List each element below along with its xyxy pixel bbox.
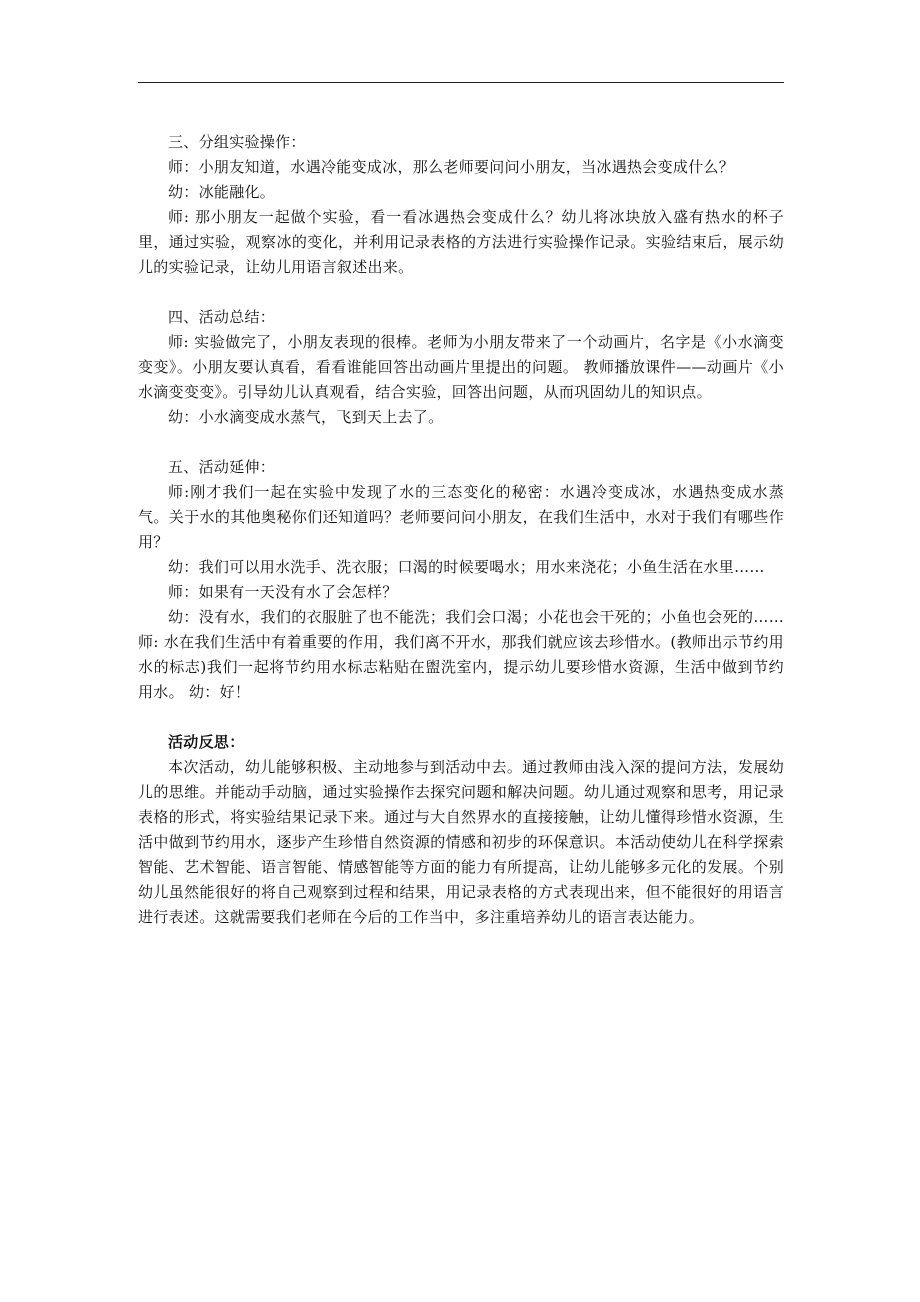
spacer xyxy=(138,705,784,730)
section-5-paragraph-3: 师：如果有一天没有水了会怎样？ xyxy=(168,583,398,601)
section-4-paragraph-1: 师: 实验做完了，小朋友表现的很棒。老师为小朋友带来了一个动画片，名字是《小水滴变变变》。小朋友要认真看，看看谁能回答出动画片里提出的问题。 教师播放课件——动画片《小水滴变变变》。引导幼儿认真观看，结合实验，回答出问题，从而巩固幼儿的知识点。 xyxy=(138,333,784,401)
section-5-paragraph-4: 幼：没有水，我们的衣服脏了也不能洗；我们会口渴；小花也会干死的；小鱼也会死的…… 师: 水在我们生活中有着重要的作用，我们离不开水，那我们就应该去珍惜水。(教师出示节约用水的标志)我们一起将节约用水标志粘贴在盥洗室内，提示幼儿要珍惜水资源，生活中做到节约用水。 幼：好！ xyxy=(138,608,784,701)
section-5-paragraph-2: 幼：我们可以用水洗手、洗衣服；口渴的时候要喝水；用水来浇花；小鱼生活在水里…… xyxy=(168,558,765,576)
reflection-heading: 活动反思： xyxy=(168,733,245,751)
section-3-paragraph-3: 师: 那小朋友一起做个实验，看一看冰遇热会变成什么？幼儿将冰块放入盛有热水的杯子里，通过实验，观察冰的变化，并利用记录表格的方法进行实验操作记录。实验结束后，展示幼儿的实验记录，让幼儿用语言叙述出来。 xyxy=(138,208,784,276)
section-3-paragraph-1: 师：小朋友知道，水遇冷能变成冰，那么老师要问问小朋友，当冰遇热会变成什么？ xyxy=(168,158,735,176)
spacer xyxy=(138,280,784,305)
section-4-paragraph-2: 幼：小水滴变成水蒸气，飞到天上去了。 xyxy=(168,408,444,426)
section-3-heading: 三、分组实验操作： xyxy=(168,133,306,151)
section-5-heading: 五、活动延伸： xyxy=(168,458,276,476)
section-5-paragraph-1: 师:刚才我们一起在实验中发现了水的三态变化的秘密：水遇冷变成冰，水遇热变成水蒸气。关于水的其他奥秘你们还知道吗？老师要问问小朋友，在我们生活中，水对于我们有哪些作用？ xyxy=(138,483,784,551)
spacer xyxy=(138,430,784,455)
document-body xyxy=(138,130,784,930)
reflection-paragraph: 本次活动，幼儿能够积极、主动地参与到活动中去。通过教师由浅入深的提问方法，发展幼儿的思维。并能动手动脑，通过实验操作去探究问题和解决问题。幼儿通过观察和思考，用记录表格的形式，将实验结果记录下来。通过与大自然界水的直接接触，让幼儿懂得珍惜水资源，生活中做到节约用水，逐步产生珍惜自然资源的情感和初步的环保意识。本活动使幼儿在科学探索智能、艺术智能、语言智能、情感智能等方面的能力有所提高，让幼儿能够多元化的发展。个别幼儿虽然能很好的将自己观察到过程和结果，用记录表格的方式表现出来，但不能很好的用语言进行表述。这就需要我们老师在今后的工作当中，多注重培养幼儿的语言表达能力。 xyxy=(138,758,784,926)
header-rule xyxy=(138,82,784,83)
section-4-heading: 四、活动总结： xyxy=(168,308,276,326)
section-3-paragraph-2: 幼：冰能融化。 xyxy=(168,183,276,201)
